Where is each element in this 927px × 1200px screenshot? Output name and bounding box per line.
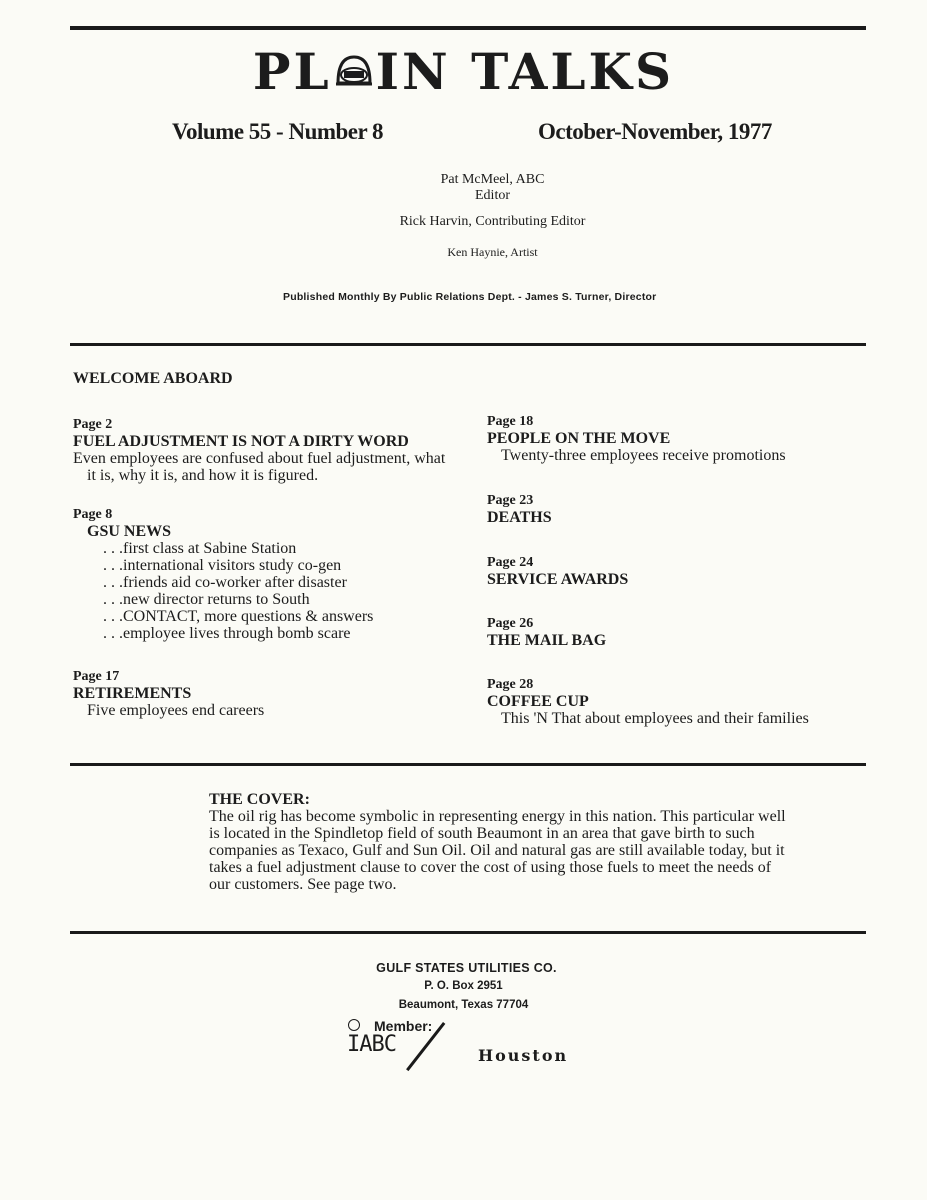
article-description: Five employees end careers	[87, 702, 265, 719]
contents-entry	[73, 506, 453, 642]
cover-divider	[70, 931, 866, 934]
article-description: This 'N That about employees and their families	[501, 710, 809, 727]
page-number: Page 8	[73, 507, 113, 522]
article-title: GSU NEWS	[87, 523, 172, 540]
circle-icon	[348, 1019, 360, 1031]
page-number: Page 24	[487, 555, 534, 570]
news-item: . . .employee lives through bomb scare	[103, 625, 351, 642]
news-item: . . .international visitors study co-gen	[103, 557, 342, 574]
news-item: . . .CONTACT, more questions & answers	[103, 608, 374, 625]
chapter-name: Houston	[478, 1046, 569, 1065]
contents-entry	[73, 416, 453, 484]
contents-divider	[70, 763, 866, 766]
cover-text: The oil rig has become symbolic in representing energy in this nation. This particular well is located in the Spindletop field of south Beaumont in an area that gave birth to such companies as Texaco, Gulf and Sun Oil. Oil and natural gas are still available today, but it takes a fuel adjustment clause to cover the cost of using those fuels to meet the needs of our customers. See page two.	[209, 808, 786, 893]
article-title: FUEL ADJUSTMENT IS NOT A DIRTY WORD	[73, 433, 409, 450]
news-item: . . .new director returns to South	[103, 591, 310, 608]
masthead-title-left: PL	[252, 42, 332, 101]
article-title: RETIREMENTS	[73, 685, 192, 702]
editor-name: Pat McMeel, ABC	[440, 172, 545, 187]
page-number: Page 17	[73, 669, 120, 684]
article-title: COFFEE CUP	[487, 693, 589, 710]
member-label: Member:	[374, 1018, 433, 1034]
page-number: Page 18	[487, 414, 534, 429]
contents-entry	[73, 668, 453, 719]
page-number: Page 23	[487, 493, 534, 508]
volume-number: Volume 55 - Number 8	[172, 119, 384, 144]
iabc-logo: IABC	[347, 1032, 396, 1057]
page-number: Page 28	[487, 677, 534, 692]
editor-role: Editor	[475, 188, 510, 203]
cover-heading: THE COVER:	[209, 791, 310, 808]
contents-entry	[487, 554, 877, 588]
city-zip: Beaumont, Texas 77704	[398, 999, 529, 1011]
news-item: . . .first class at Sabine Station	[103, 540, 297, 557]
article-description: Even employees are confused about fuel adjustment, what it is, why it is, and how it is figured.	[73, 450, 446, 484]
article-title: PEOPLE ON THE MOVE	[487, 430, 671, 447]
welcome-heading: WELCOME ABOARD	[73, 370, 233, 387]
artist-credit: Ken Haynie, Artist	[447, 245, 538, 259]
news-item: . . .friends aid co-worker after disaster	[103, 574, 347, 591]
contents-right-column	[487, 413, 877, 743]
top-rule	[70, 26, 866, 30]
cover-caption	[209, 791, 789, 893]
company-name: GULF STATES UTILITIES CO.	[376, 961, 557, 975]
po-box: P. O. Box 2951	[424, 980, 503, 992]
masthead-title-right: IN TALKS	[375, 42, 675, 101]
header-divider	[70, 343, 866, 346]
page-number: Page 26	[487, 616, 534, 631]
contents-entry	[487, 615, 877, 649]
contents-left-column	[73, 416, 453, 735]
contents-entry	[487, 676, 877, 727]
contents-entry	[487, 492, 877, 526]
contributing-editor: Rick Harvin, Contributing Editor	[399, 214, 586, 229]
masthead-title	[0, 42, 927, 102]
contents-entry	[487, 413, 877, 464]
publisher-line: Published Monthly By Public Relations Dept. - James S. Turner, Director	[283, 291, 657, 303]
article-title: THE MAIL BAG	[487, 632, 607, 649]
article-title: DEATHS	[487, 509, 552, 526]
article-title: SERVICE AWARDS	[487, 571, 629, 588]
gsu-logo-icon	[334, 51, 374, 91]
page-number: Page 2	[73, 417, 113, 432]
article-description: Twenty-three employees receive promotions	[501, 447, 786, 464]
issue-date: October-November, 1977	[538, 119, 772, 144]
